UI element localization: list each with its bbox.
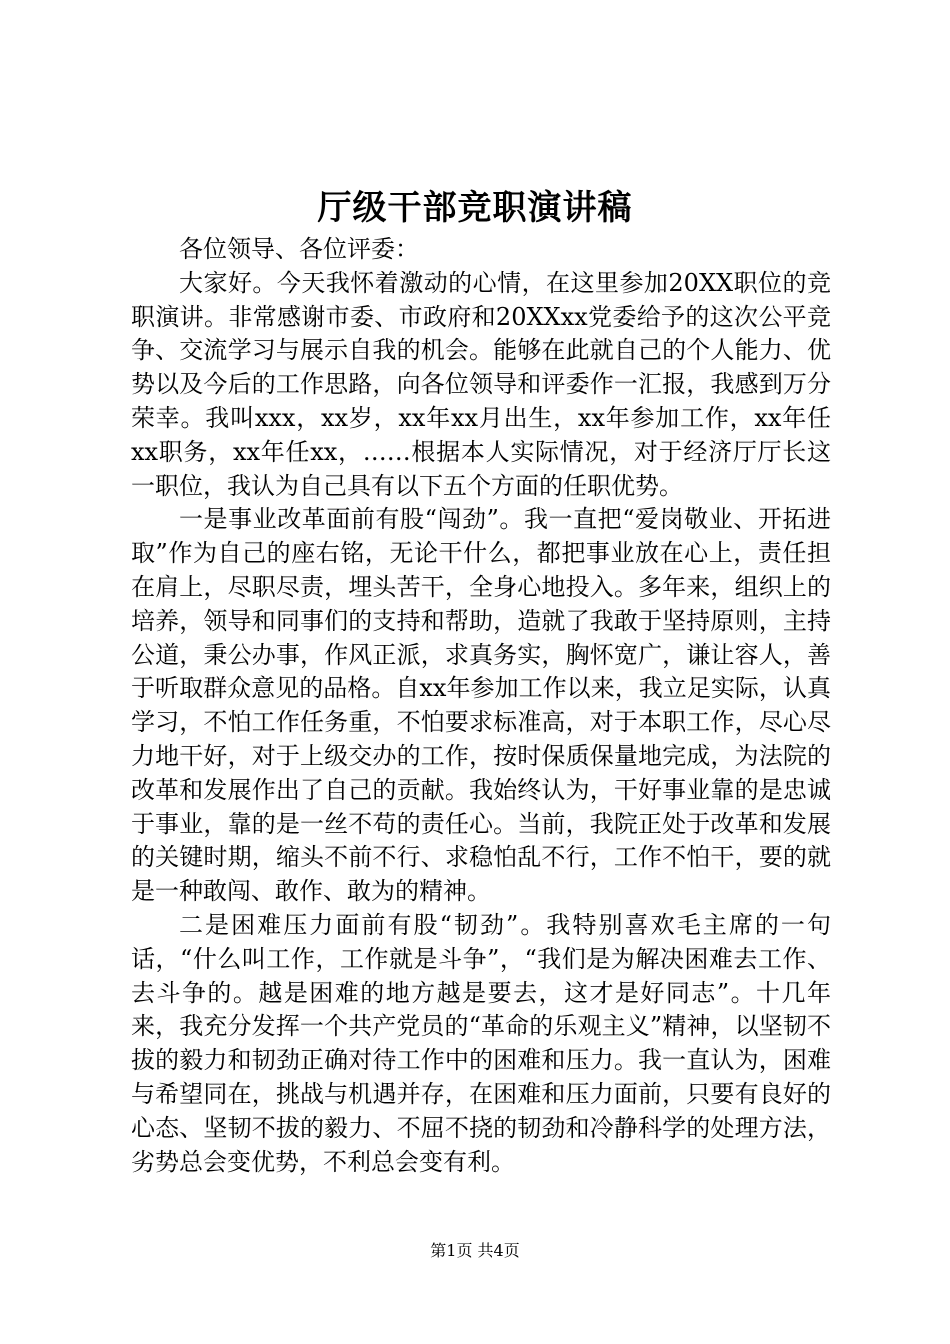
page-number-footer: 第1页 共4页 — [430, 1241, 520, 1260]
document-body — [131, 233, 831, 1179]
second-point-paragraph: 二是困难压力面前有股“韧劲”。我特别喜欢毛主席的一句话，“什么叫工作，工作就是斗争”，“我们是为解决困难去工作、去斗争的。越是困难的地方越是要去，这才是好同志”。十几年来，我充分发挥一个共产党员的“革命的乐观主义”精神，以坚韧不拔的毅力和韧劲正确对待工作中的困难和压力。我一直认为，困难与希望同在，挑战与机遇并存，在困难和压力面前，只要有良好的心态、坚韧不拔的毅力、不屈不挠的韧劲和冷静科学的处理方法，劣势总会变优势，不利总会变有利。 — [131, 910, 831, 1176]
intro-paragraph: 大家好。今天我怀着激动的心情，在这里参加20XX职位的竞职演讲。非常感谢市委、市政府和20XXxx党委给予的这次公平竞争、交流学习与展示自我的机会。能够在此就自己的个人能力、优势以及今后的工作思路，向各位领导和评委作一汇报，我感到万分荣幸。我叫xxx，xx岁，xx年xx月出生，xx年参加工作，xx年任xx职务，xx年任xx，……根据本人实际情况，对于经济厅厅长这一职位，我认为自己具有以下五个方面的任职优势。 — [131, 268, 831, 500]
document-title: 厅级干部竞职演讲稿 — [317, 188, 633, 228]
salutation-paragraph: 各位领导、各位评委： — [179, 235, 419, 263]
first-point-paragraph: 一是事业改革面前有股“闯劲”。我一直把“爱岗敬业、开拓进取”作为自己的座右铭，无论干什么，都把事业放在心上，责任担在肩上，尽职尽责，埋头苦干，全身心地投入。多年来，组织上的培养，领导和同事们的支持和帮助，造就了我敢于坚持原则，主持公道，秉公办事，作风正派，求真务实，胸怀宽广，谦让容人，善于听取群众意见的品格。自xx年参加工作以来，我立足实际，认真学习，不怕工作任务重，不怕要求标准高，对于本职工作，尽心尽力地干好，对于上级交办的工作，按时保质保量地完成，为法院的改革和发展作出了自己的贡献。我始终认为，干好事业靠的是忠诚于事业，靠的是一丝不苟的责任心。当前，我院正处于改革和发展的关键时期，缩头不前不行、求稳怕乱不行，工作不怕干，要的就是一种敢闯、敢作、敢为的精神。 — [131, 505, 831, 906]
